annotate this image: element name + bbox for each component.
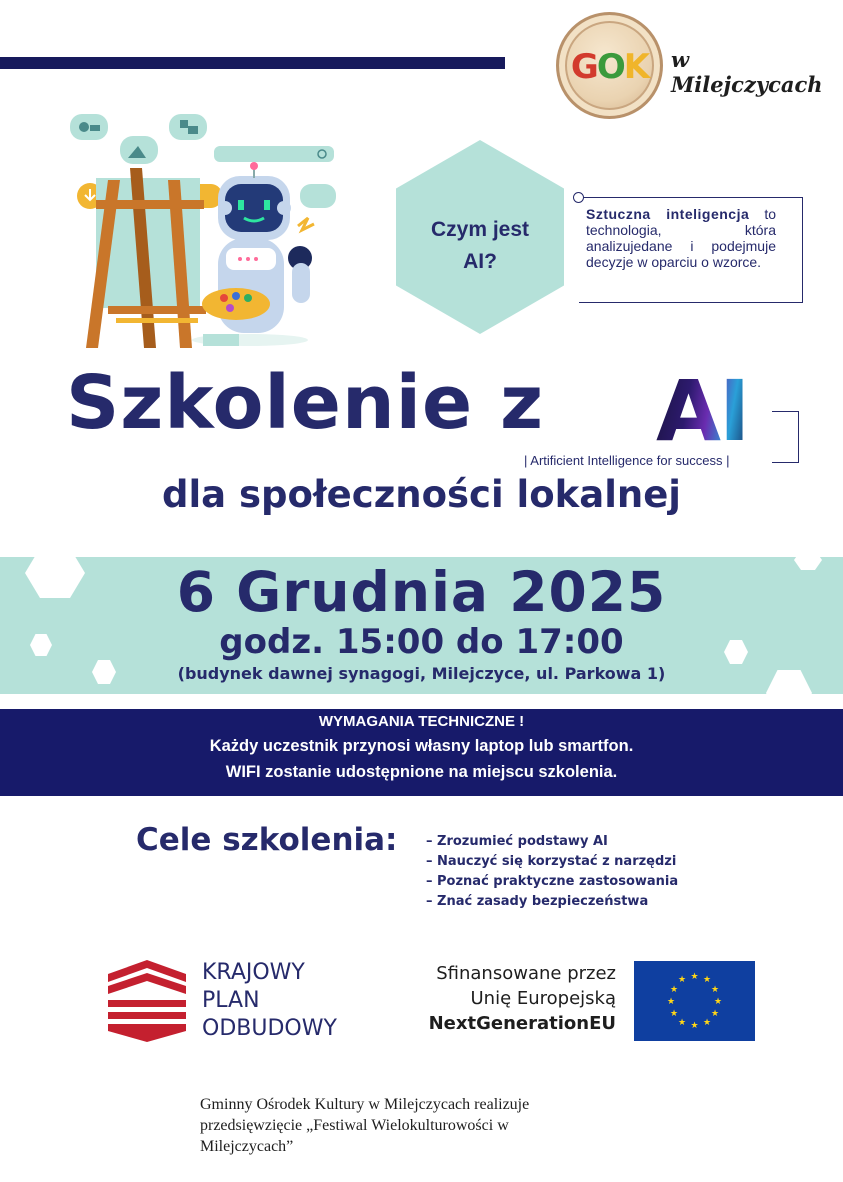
svg-text:★: ★	[666, 997, 676, 1007]
goal-item: – Zrozumieć podstawy AI	[426, 834, 608, 849]
hexagon-line1: Czym jest	[430, 218, 530, 241]
hexagon-line2: AI?	[463, 250, 497, 273]
svg-text:★: ★	[677, 975, 687, 985]
svg-text:★: ★	[669, 1009, 679, 1019]
goals-list	[426, 832, 678, 912]
what-is-ai-text	[408, 214, 552, 278]
requirements-line1: Każdy uczestnik przynosi własny laptop lub smartfon.	[209, 737, 634, 755]
svg-text:★: ★	[710, 1009, 720, 1019]
gok-logo-text: GOK	[570, 47, 649, 87]
kpo-line1: KRAJOWY	[202, 960, 305, 985]
top-accent-bar	[0, 57, 505, 69]
footer-note: Gminny Ośrodek Kultury w Milejczycach realizuje przedsięwzięcie „Festiwal Wielokulturowości w Milejczycach”	[200, 1096, 530, 1155]
goal-item: – Nauczyć się korzystać z narzędzi	[426, 854, 677, 869]
svg-text:★: ★	[702, 1018, 712, 1028]
svg-text:★: ★	[690, 1021, 699, 1031]
requirements-title: WYMAGANIA TECHNICZNE !	[318, 713, 525, 730]
eu-flag-icon	[634, 961, 755, 1041]
eu-funding-text	[395, 961, 616, 1036]
eu-line3: NextGenerationEU	[428, 1013, 616, 1034]
kpo-text	[202, 959, 337, 1043]
ai-tagline: | Artificient Intelligence for success |	[524, 453, 730, 468]
svg-text:★: ★	[669, 985, 679, 995]
svg-text:★: ★	[710, 985, 720, 995]
svg-text:★: ★	[690, 972, 699, 982]
kpo-line3: ODBUDOWY	[202, 1016, 337, 1041]
eu-line2: Unię Europejską	[470, 988, 616, 1009]
ai-definition	[586, 206, 776, 270]
gok-logo	[556, 12, 663, 119]
main-title: Szkolenie z	[66, 360, 545, 446]
definition-pin-dot	[573, 192, 584, 203]
svg-text:★: ★	[677, 1018, 687, 1028]
definition-bold: Sztuczna inteligencja	[586, 206, 750, 222]
svg-text:★: ★	[702, 975, 712, 985]
event-date: 6 Grudnia 2025	[176, 560, 667, 624]
eu-line1: Sfinansowane przez	[436, 963, 616, 984]
ai-gradient-letters: AI	[656, 362, 749, 460]
subtitle: dla społeczności lokalnej	[162, 473, 681, 516]
kpo-logo-icon	[108, 960, 186, 1042]
requirements-line2: WIFI zostanie udostępnione na miejscu szkolenia.	[225, 763, 618, 781]
event-venue: (budynek dawnej synagogi, Milejczyce, ul. Parkowa 1)	[177, 664, 666, 683]
goals-title: Cele szkolenia:	[136, 822, 398, 858]
ai-bracket-line	[772, 411, 799, 463]
svg-text:★: ★	[713, 997, 723, 1007]
kpo-line2: PLAN	[202, 988, 260, 1013]
gok-logo-suffix: w Milejczycach	[671, 47, 823, 97]
definition-rest: to technologia, która analizujedane i podejmuje decyzje w oparciu o wzorce.	[586, 206, 776, 270]
event-time: godz. 15:00 do 17:00	[219, 622, 624, 662]
goal-item: – Znać zasady bezpieczeństwa	[426, 894, 649, 909]
robot-painter-illustration	[68, 108, 343, 353]
goal-item: – Poznać praktyczne zastosowania	[426, 874, 679, 889]
